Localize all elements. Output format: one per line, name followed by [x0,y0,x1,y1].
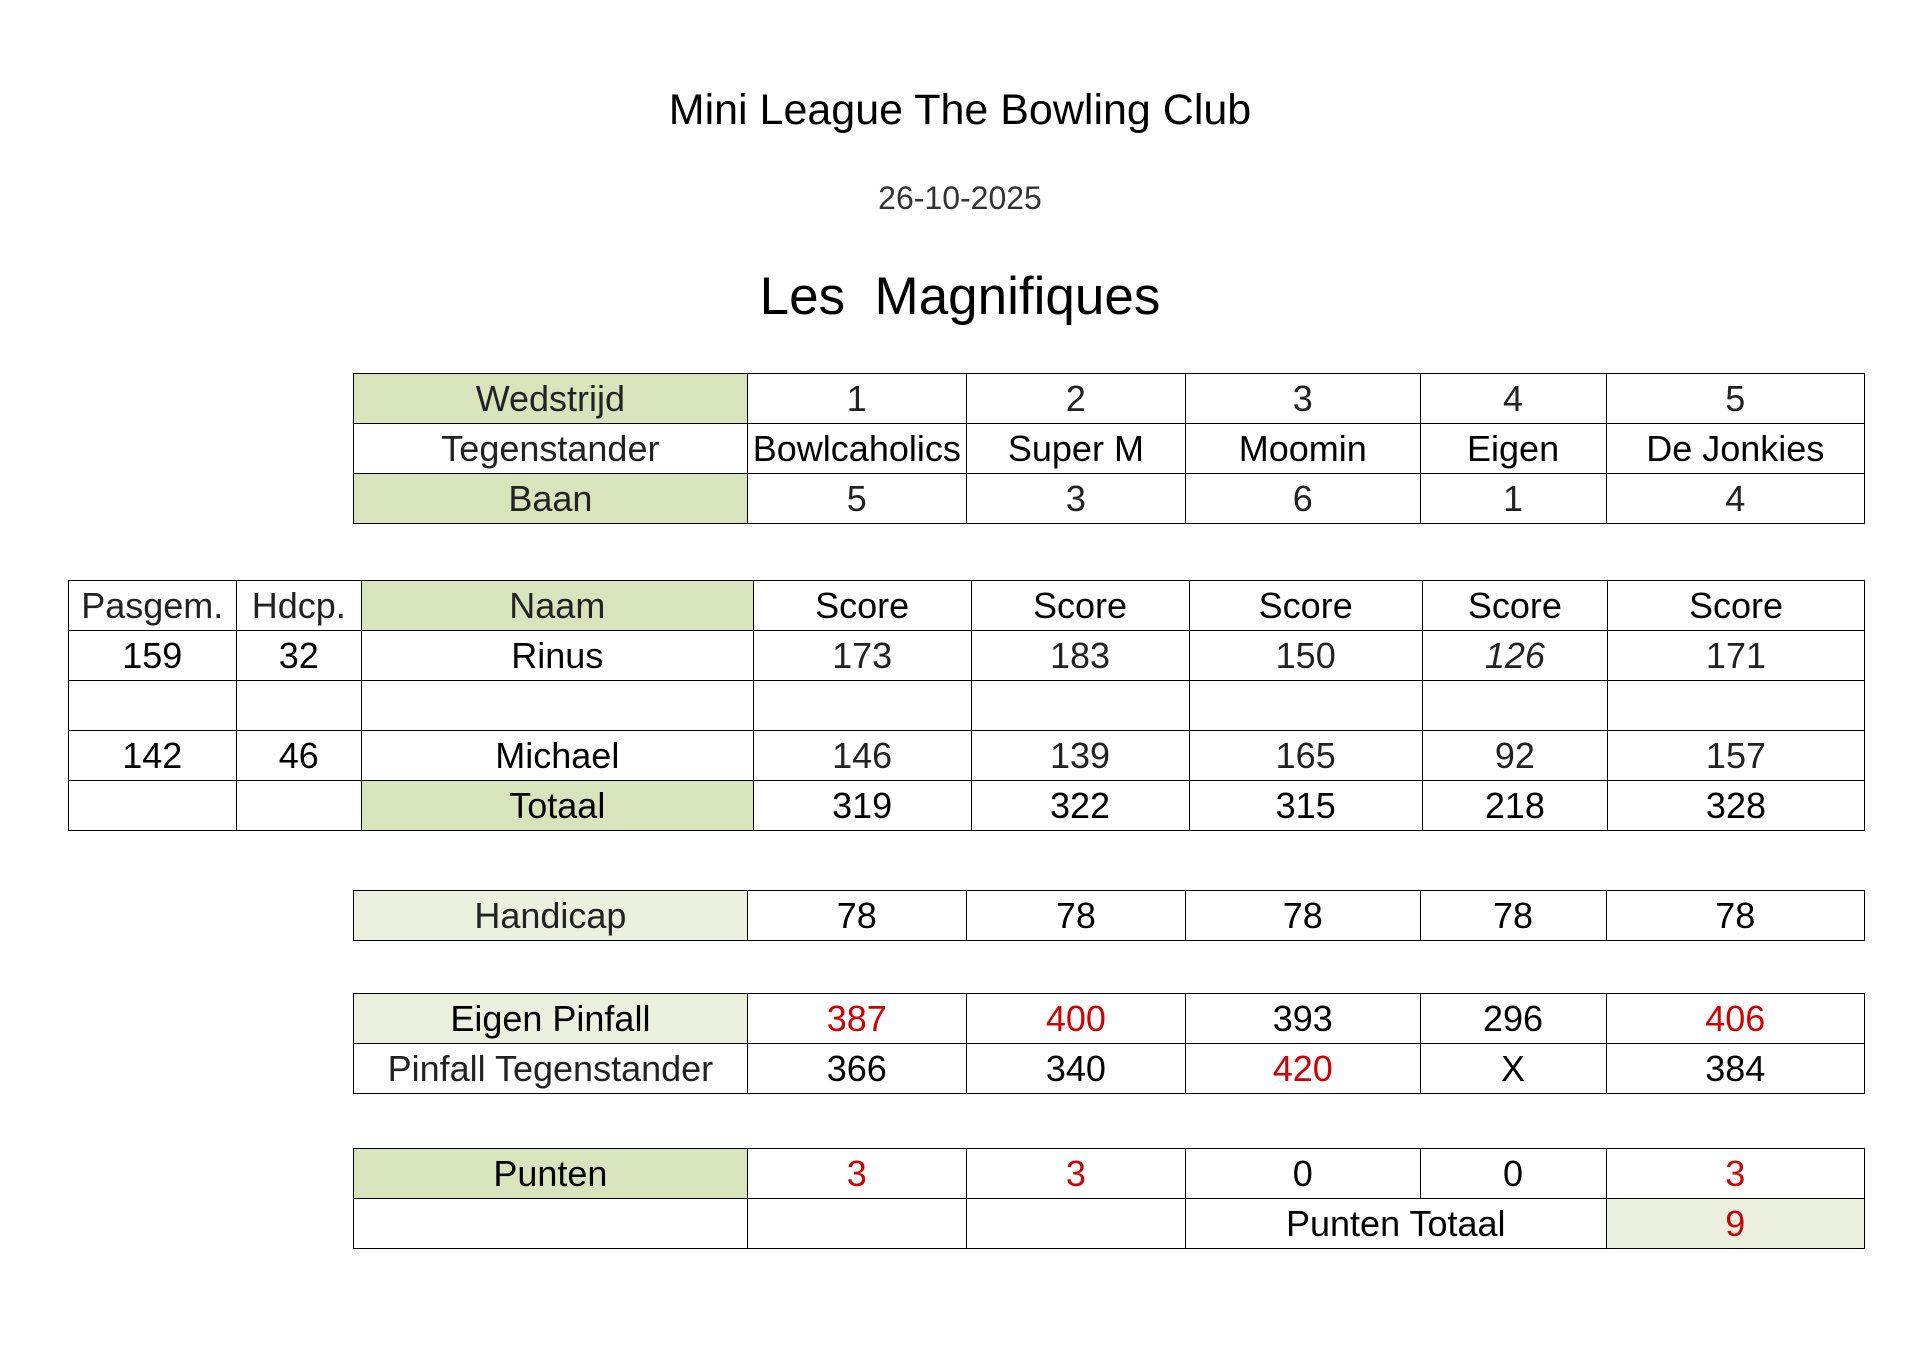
lane-row [354,474,1865,524]
handicap-label: Handicap [354,891,748,941]
blank-cell [966,1199,1185,1249]
player-average: 142 [69,731,237,781]
match-info-table [353,373,1865,524]
handicap-value: 78 [1420,891,1606,941]
total-row [69,781,1865,831]
match-number: 5 [1606,374,1864,424]
points-value: 3 [1606,1149,1864,1199]
avg-header: Pasgem. [69,581,237,631]
handicap-value: 78 [747,891,966,941]
empty-cell [1607,681,1864,731]
match-number: 4 [1420,374,1606,424]
points-value: 0 [1420,1149,1606,1199]
total-score: 315 [1189,781,1422,831]
blank-cell [236,781,361,831]
points-row [354,1149,1865,1199]
player-score: 165 [1189,731,1422,781]
opponent-pinfall-value: 340 [966,1044,1185,1094]
own-pinfall-value: 406 [1606,994,1864,1044]
handicap-value: 78 [1185,891,1420,941]
match-number: 2 [966,374,1185,424]
player-score: 146 [753,731,971,781]
opponent-pinfall-row [354,1044,1865,1094]
score-header: Score [753,581,971,631]
empty-cell [361,681,753,731]
points-label: Punten [354,1149,748,1199]
points-total-label: Punten Totaal [1185,1199,1606,1249]
scores-header-row [69,581,1865,631]
opponent-pinfall-value: 366 [747,1044,966,1094]
empty-cell [69,681,237,731]
lane-number: 1 [1420,474,1606,524]
handicap-value: 78 [1606,891,1864,941]
player-handicap: 32 [236,631,361,681]
opponent-name: Bowlcaholics [747,424,966,474]
player-handicap: 46 [236,731,361,781]
page-title: Mini League The Bowling Club [668,86,1252,134]
player-average: 159 [69,631,237,681]
team-name: Les Magnifiques [759,267,1161,326]
handicap-row [354,891,1865,941]
blank-cell [69,781,237,831]
match-number: 3 [1185,374,1420,424]
total-score: 322 [971,781,1189,831]
player-score: 92 [1422,731,1607,781]
blank-cell [354,1199,748,1249]
points-total-row [354,1199,1865,1249]
lane-number: 5 [747,474,966,524]
lane-number: 6 [1185,474,1420,524]
total-label: Totaal [361,781,753,831]
opponent-label: Tegenstander [354,424,748,474]
match-number-row [354,374,1865,424]
own-pinfall-value: 393 [1185,994,1420,1044]
points-value: 3 [747,1149,966,1199]
points-value: 3 [966,1149,1185,1199]
points-table [353,1148,1865,1249]
blank-cell [747,1199,966,1249]
scores-table [68,580,1865,831]
event-date: 26-10-2025 [878,180,1042,216]
empty-cell [753,681,971,731]
points-total-value: 9 [1606,1199,1864,1249]
own-pinfall-row [354,994,1865,1044]
player-score: 171 [1607,631,1864,681]
handicap-value: 78 [966,891,1185,941]
total-score: 328 [1607,781,1864,831]
total-score: 218 [1422,781,1607,831]
hdcp-header: Hdcp. [236,581,361,631]
opponent-name: Super M [966,424,1185,474]
empty-cell [1189,681,1422,731]
own-pinfall-value: 296 [1420,994,1606,1044]
score-header: Score [1607,581,1864,631]
player-score: 183 [971,631,1189,681]
player-score: 157 [1607,731,1864,781]
name-header: Naam [361,581,753,631]
handicap-table [353,890,1865,941]
player-row [69,731,1865,781]
opponent-name: De Jonkies [1606,424,1864,474]
score-header: Score [1189,581,1422,631]
points-value: 0 [1185,1149,1420,1199]
player-score: 150 [1189,631,1422,681]
empty-cell [1422,681,1607,731]
own-pinfall-value: 400 [966,994,1185,1044]
player-row [69,631,1865,681]
player-name: Michael [361,731,753,781]
match-label: Wedstrijd [354,374,748,424]
match-number: 1 [747,374,966,424]
opponent-name: Eigen [1420,424,1606,474]
opponent-name: Moomin [1185,424,1420,474]
player-score: 126 [1422,631,1607,681]
own-pinfall-label: Eigen Pinfall [354,994,748,1044]
lane-number: 3 [966,474,1185,524]
opponent-pinfall-label: Pinfall Tegenstander [354,1044,748,1094]
empty-cell [971,681,1189,731]
empty-cell [236,681,361,731]
own-pinfall-value: 387 [747,994,966,1044]
lane-label: Baan [354,474,748,524]
opponent-pinfall-value: 384 [1606,1044,1864,1094]
lane-number: 4 [1606,474,1864,524]
player-score: 173 [753,631,971,681]
opponent-row [354,424,1865,474]
score-header: Score [1422,581,1607,631]
opponent-pinfall-value: 420 [1185,1044,1420,1094]
opponent-pinfall-value: X [1420,1044,1606,1094]
player-name: Rinus [361,631,753,681]
empty-row [69,681,1865,731]
total-score: 319 [753,781,971,831]
pinfall-table [353,993,1865,1094]
score-header: Score [971,581,1189,631]
player-score: 139 [971,731,1189,781]
